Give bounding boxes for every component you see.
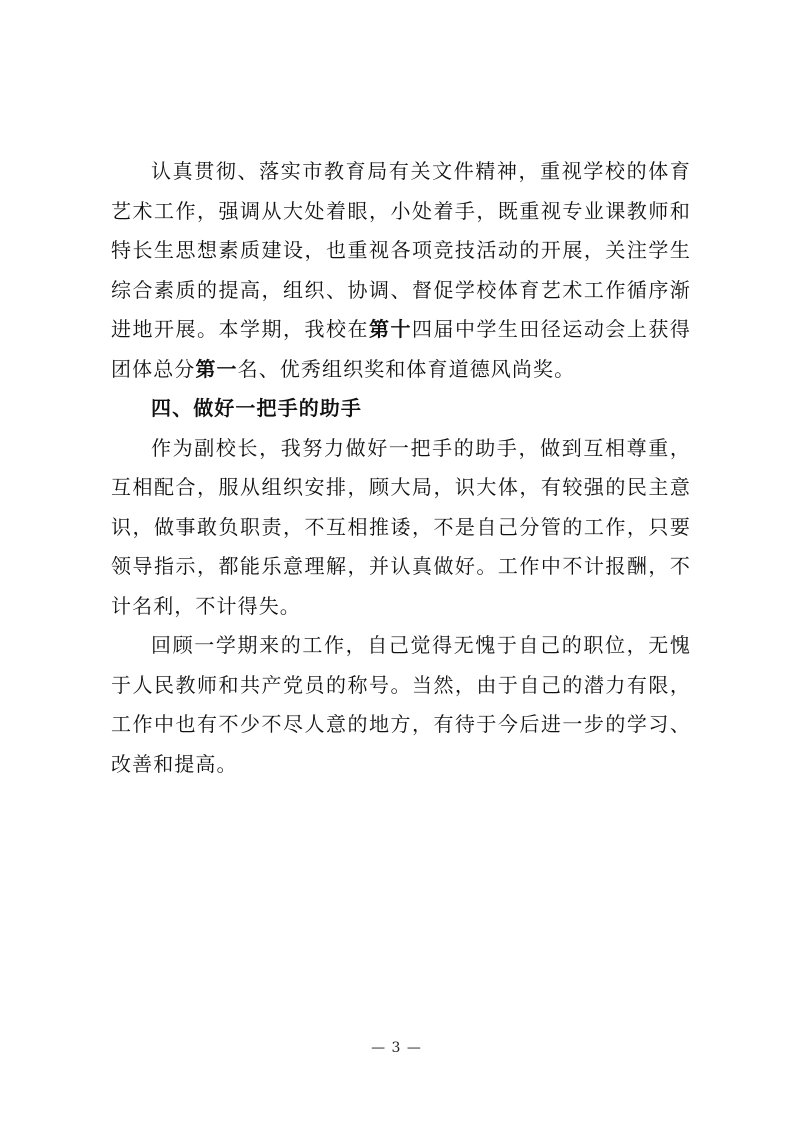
paragraph-1-segment-1: 认真贯彻、落实市教育局有关文件精神，重视学校的体育艺术工作，强调从大处着眼，小处着手，既重视专业课教师和特长生思想素质建设，也重视各项竞技活动的开展，关注学生综合素质的提高，组织、协调、督促学校体育艺术工作循序渐进地开展。本学期，我校在: [111, 159, 691, 341]
section-heading: 四、做好一把手的助手: [151, 396, 362, 420]
paragraph-sports-arts: [111, 152, 691, 389]
paragraph-1-segment-3: 四届中学生田径运动会上获得团体总分: [111, 317, 691, 381]
paragraph-1-segment-2: 第十: [368, 317, 412, 341]
document-body: [111, 152, 691, 784]
paragraph-1-segment-5: 名、优秀组织奖和体育道德风尚奖。: [237, 356, 576, 381]
paragraph-review: 回顾一学期来的工作，自己觉得无愧于自己的职位，无愧于人民教师和共产党员的称号。当然，由于自己的潜力有限，工作中也有不少不尽人意的地方，有待于今后进一步的学习、改善和提高。: [111, 633, 691, 776]
page-number: — 3 —: [371, 1040, 422, 1056]
paragraph-1-segment-4: 第一: [195, 356, 238, 381]
paragraph-assistant-role: 作为副校长，我努力做好一把手的助手，做到互相尊重，互相配合，服从组织安排，顾大局，识大体，有较强的民主意识，做事敢负职责，不互相推诿，不是自己分管的工作，只要领导指示，都能乐意理解，并认真做好。工作中不计报酬，不计名利，不计得失。: [111, 435, 691, 618]
